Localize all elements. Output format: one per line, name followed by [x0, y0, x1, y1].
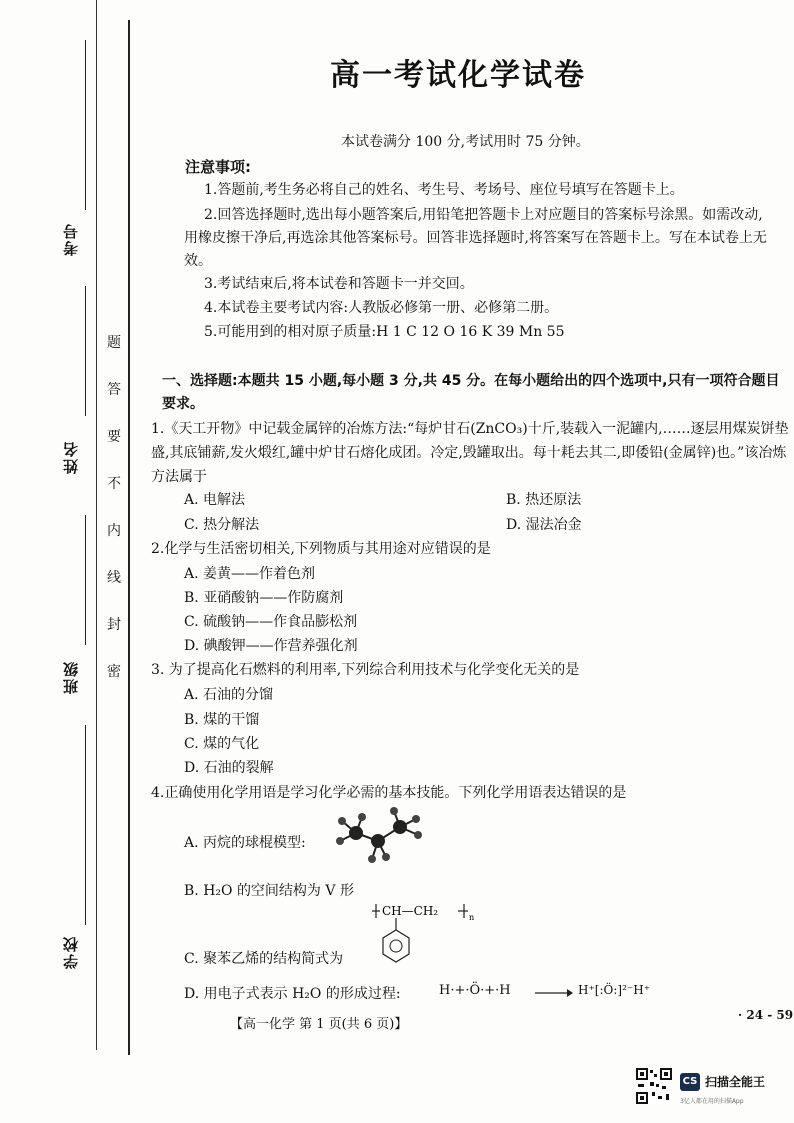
q3-option-d: D. 石油的裂解 — [184, 760, 274, 776]
note-item: 2.回答选择题时,选出每小题答案后,用铅笔把答题卡上对应题目的答案标号涂黑。如需改动,用橡皮擦干净后,再选涂其他答案标号。回答非选择题时,将答案写在答题卡上。写在本试卷上无效。 — [184, 207, 767, 269]
q1-option-a: A. 电解法 — [184, 492, 246, 508]
exam-no-label: 考号 — [62, 222, 80, 256]
seal-char: 要 — [107, 429, 121, 445]
notes-heading: 注意事项: — [185, 158, 251, 176]
name-label: 姓名 — [62, 440, 80, 474]
note-item: 1.答题前,考生务必将自己的姓名、考生号、考场号、座位号填写在答题卡上。 — [204, 182, 684, 198]
seal-char: 内 — [107, 523, 121, 539]
q2-option-b: B. 亚硝酸钠——作防腐剂 — [184, 590, 344, 606]
q2-option-c: C. 硫酸钠——作食品膨松剂 — [184, 614, 358, 630]
polymer-subscript-n: n — [469, 913, 475, 922]
seal-char: 封 — [107, 617, 121, 633]
electron-dot-left: H·+·Ö·+·H — [439, 983, 511, 998]
question-4-stem: 4.正确使用化学用语是学习化学必需的基本技能。下列化学用语表达错误的是 — [151, 785, 627, 801]
q2-option-d: D. 碘酸钾——作营养强化剂 — [184, 638, 358, 654]
section-heading: 一、选择题:本题共 15 小题,每小题 3 分,共 45 分。在每小题给出的四个选项中,只有一项符合题目要求。 — [162, 373, 780, 412]
name-blank-line — [85, 286, 86, 416]
page-title: 高一考试化学试卷 — [330, 58, 586, 93]
school-blank-line — [85, 725, 86, 925]
scanner-watermark — [680, 1069, 790, 1113]
scanner-tagline: 3亿人都在用的扫描App — [680, 1098, 744, 1105]
note-item: 5.可能用到的相对原子质量:H 1 C 12 O 16 K 39 Mn 55 — [204, 324, 565, 340]
gutter-seal-line — [128, 20, 130, 1055]
gutter-outer-line — [96, 0, 97, 1050]
question-3-stem: 3. 为了提高化石燃料的利用率,下列综合利用技术与化学变化无关的是 — [151, 662, 580, 678]
q4-option-b: B. H₂O 的空间结构为 V 形 — [184, 883, 354, 899]
q3-option-c: C. 煤的气化 — [184, 736, 260, 752]
class-blank-line — [85, 515, 86, 645]
seal-char: 答 — [107, 382, 121, 398]
scanner-logo-icon: CS — [680, 1073, 700, 1091]
q4-option-d: D. 用电子式表示 H₂O 的形成过程: — [184, 986, 401, 1002]
q2-option-a: A. 姜黄——作着色剂 — [184, 566, 316, 582]
q1-option-d: D. 湿法冶金 — [506, 517, 582, 533]
q1-option-c: C. 热分解法 — [184, 517, 260, 533]
paper-code: · 24 - 59 — [738, 1008, 794, 1022]
seal-char: 题 — [107, 335, 121, 351]
note-item: 4.本试卷主要考试内容:人教版必修第一册、必修第二册。 — [204, 300, 559, 316]
page-footer: 【高一化学 第 1 页(共 6 页)】 — [230, 1017, 408, 1032]
electron-dot-right: H⁺[:Ö:]²⁻H⁺ — [578, 983, 651, 997]
seal-char: 不 — [107, 476, 121, 492]
scanner-name: 扫描全能王 — [705, 1075, 766, 1089]
question-1-stem: 1.《天工开物》中记载金属锌的冶炼方法:“每炉甘石(ZnCO₃)十斤,装载入一泥罐内,……逐层用煤炭饼垫盛,其底铺薪,发火煅红,罐中炉甘石熔化成团。冷定,毁罐取出。每十耗去其二,即倭铅(金属锌)也。”该冶炼方法属于 — [151, 421, 789, 485]
question-2-stem: 2.化学与生活密切相关,下列物质与其用途对应错误的是 — [151, 541, 491, 557]
exam-info: 本试卷满分 100 分,考试用时 75 分钟。 — [341, 134, 590, 150]
q3-option-a: A. 石油的分馏 — [184, 687, 274, 703]
school-label: 学校 — [62, 935, 80, 969]
q1-option-b: B. 热还原法 — [506, 492, 582, 508]
q3-option-b: B. 煤的干馏 — [184, 712, 260, 728]
seal-warning — [104, 320, 124, 696]
q4-option-c: C. 聚苯乙烯的结构简式为 — [184, 951, 344, 967]
class-label: 班级 — [62, 660, 80, 694]
q4-option-a: A. 丙烷的球棍模型: — [184, 835, 306, 851]
reaction-arrow-icon — [533, 988, 573, 998]
polymer-repeat-unit: CH—CH₂ — [382, 904, 439, 918]
polystyrene-structure — [370, 898, 500, 973]
propane-ball-stick-model — [328, 805, 428, 865]
seal-char: 密 — [107, 664, 121, 680]
qr-code-icon — [636, 1068, 672, 1104]
exam-no-blank-line — [85, 40, 86, 210]
seal-char: 线 — [107, 570, 121, 586]
note-item: 3.考试结束后,将本试卷和答题卡一并交回。 — [204, 276, 474, 292]
